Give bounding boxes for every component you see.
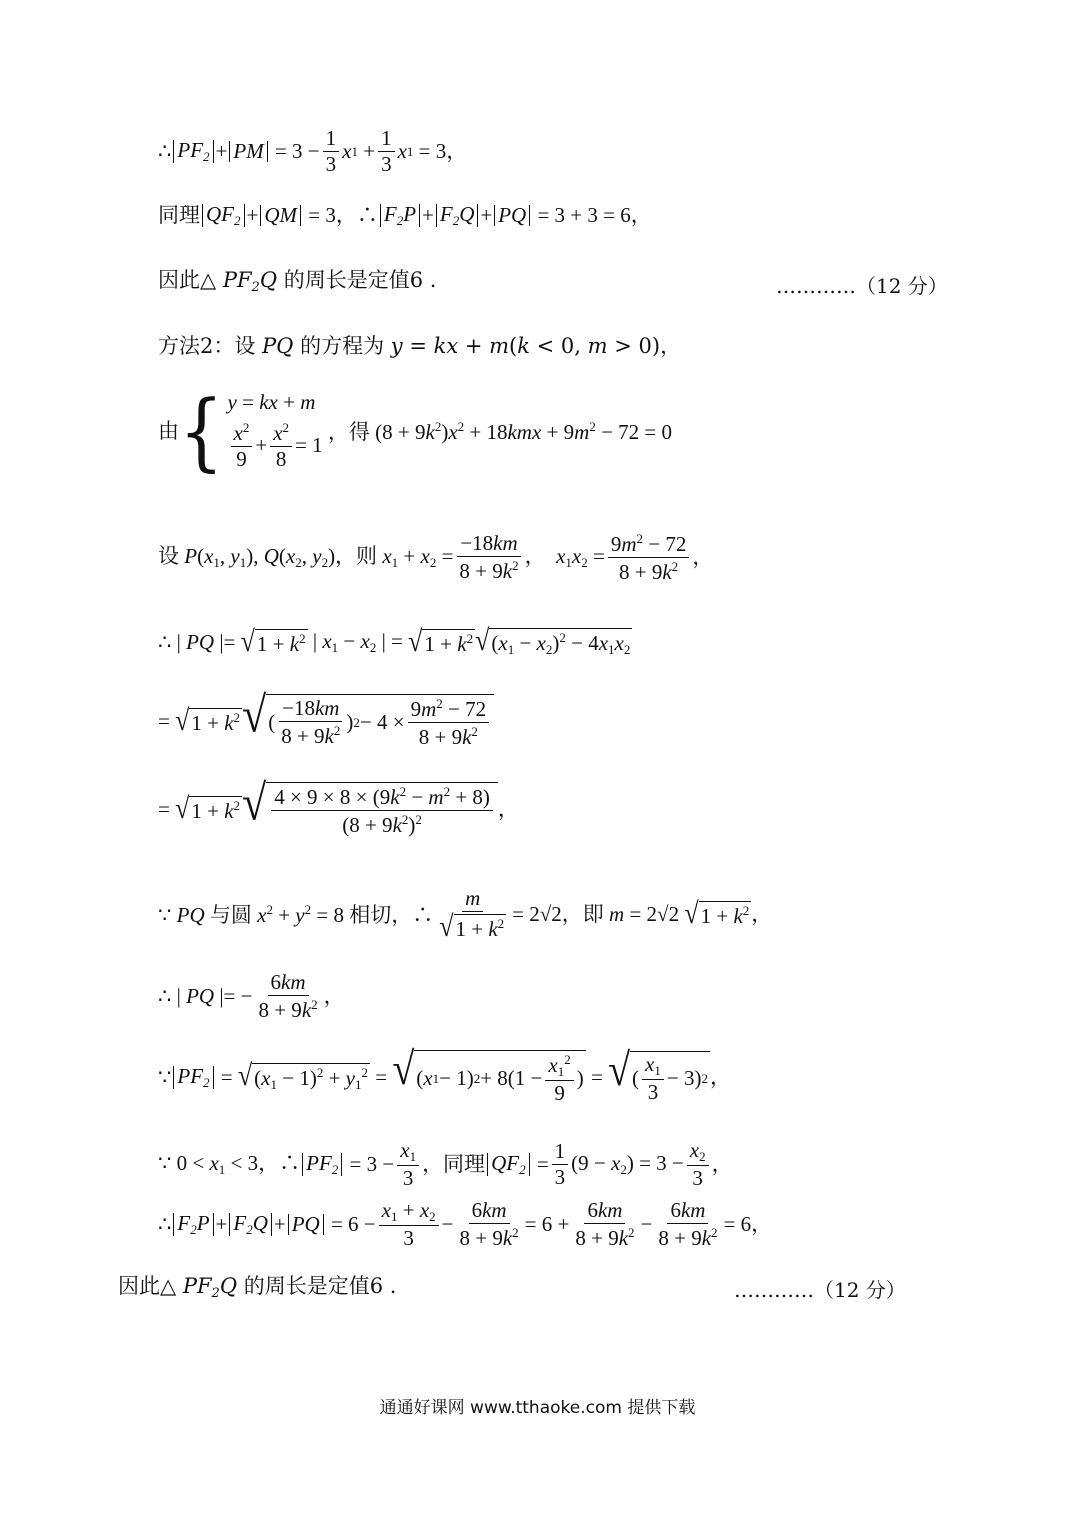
conclusion-2: 因此△ $PF_2Q$ 的周长是定值6 .	[118, 1274, 397, 1301]
step-perimeter-pf2-pm: ∴ $PF_2$ + PM = 3 − $\frac{1}{3}$ x 1 + $\frac{1}{3}$ x 1 = 3，	[158, 126, 468, 176]
chord-length-simplified: = √ $1 + k^2$ √ $\frac{4 \times 9 \times 8 \times (9k^2 - m^2 + 8)}{(8 + 9k^2)^2}$ ，	[158, 774, 519, 837]
chord-length-formula: ∴ | PQ |= √ $1 + k^2$ | $x_1 - x_2$ | = √ $1 + k^2$ √ $(x_1 - x_2)^2 - 4x_1x_2$	[158, 623, 631, 659]
page-footer: 通通好课网 www.tthaoke.com 提供下载	[379, 1398, 696, 1418]
method-2-heading: 方法2：设 PQ 的方程为 y = kx + m(k < 0, m > 0)，	[158, 334, 682, 358]
vieta-formulas: 设 $P(x_1$, $y_1$), $Q(x_2$, $y_2$)，则 $x_1 + x_2$ = $\frac{-18km}{8 + 9k^2}$ ， $x_1x_2$ = $\frac{9m^2 - 72}{8 + 9k^2}$ ，	[158, 531, 714, 584]
chord-length-result: ∴ | PQ |= − $\frac{6km}{8 + 9k^2}$ ，	[158, 970, 345, 1022]
perimeter-sum: ∴ $F_2P$ + $F_2Q$ + PQ = 6 − $\frac{x_1 + x_2}{3}$ − $\frac{6km}{8 + 9k^2}$ = 6 + $\frac{6km}{8 + 9k^2}$ − $\frac{6km}{8 + 9k^2}$ = 6，	[158, 1198, 773, 1250]
chord-length-substitution: = √ $1 + k^2$ √ ( $\frac{-18km}{8 + 9k^2}$ ) 2 − 4 × $\frac{9m^2 - 72}{8 + 9k^2}$	[158, 694, 494, 748]
system-of-equations: 由 { y = kx + m $\frac{x^2}{9}$ + $\frac{x^2}{8}$ = 1 ，得 $(8 + 9k^2)x^2 + 18kmx + 9m^2 - 72 = 0$	[158, 381, 672, 481]
score-marker-2: …………（12 分）	[734, 1278, 906, 1302]
pf2-distance: ∵ $PF_2$ = √ $(x_1 - 1)^2 + y_1^2$ = √ ( x 1 − 1) 2 + 8(1 − $\frac{x_1^2}{9}$ ) = √ ( $\frac{x_1}{3}$ − 3) 2 ，	[158, 1042, 731, 1105]
pf2-qf2-simplified: ∵ $0 < x_1 < 3$，∴ $PF_2$ = 3 − $\frac{x_1}{3}$ ，同理 $QF_2$ = $\frac{1}{3}$ $(9 - x_2) = 3$ − $\frac{x_2}{3}$ ，	[158, 1138, 733, 1190]
score-marker-1: …………（12 分）	[776, 274, 948, 298]
conclusion-1: 因此△ $PF_2Q$ 的周长是定值6 .	[158, 268, 437, 295]
step-similarly-qf2-qm: 同理 $QF_2$ + QM = 3，∴ $F_2P$ + $F_2Q$ + PQ = 3 + 3 = 6，	[158, 202, 652, 228]
tangent-condition: ∵ PQ 与圆 $x^2 + y^2 = 8$ 相切，∴ m √ $1 + k^2$ = 2√2，即 m = 2√2 √ $1 + k^2$ ，	[158, 886, 773, 944]
